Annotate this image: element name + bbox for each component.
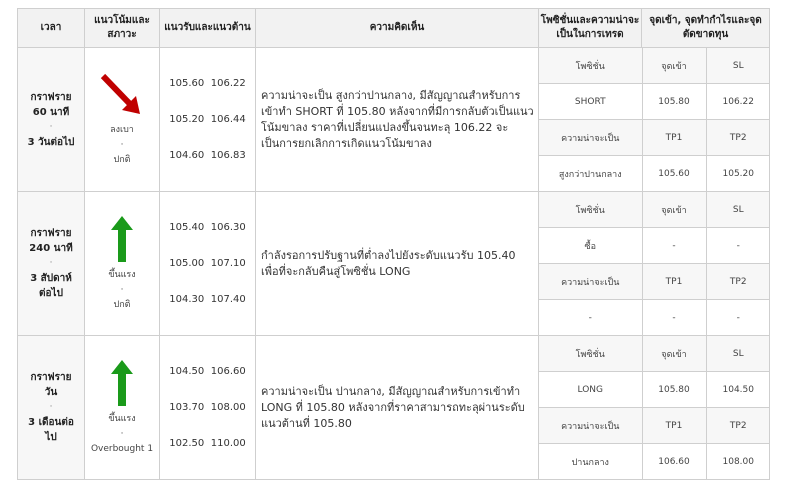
sr-level-row — [160, 77, 255, 91]
support-resistance-cell — [160, 336, 256, 480]
resistance-value: 106.22 — [210, 77, 246, 89]
signal-row — [18, 192, 770, 336]
tp1-label: TP1 — [642, 264, 706, 300]
support-resistance-cell — [160, 48, 256, 192]
header-position: โพซิชั่นและความน่าจะเป็นในการเทรด — [539, 9, 642, 48]
probability-label: ความน่าจะเป็น — [539, 408, 642, 444]
tp2-value: - — [706, 300, 770, 336]
header-entry: จุดเข้า, จุดทำกำไรและจุดตัดขาดทุน — [642, 9, 770, 48]
timeframe-cell: กราฟราย 60 นาที · 3 วันต่อไป — [18, 48, 85, 192]
signals-table — [17, 8, 770, 480]
resistance-value: 108.00 — [210, 401, 246, 413]
sr-level-row — [160, 401, 255, 415]
entry-value: 105.80 — [642, 372, 706, 408]
sr-level-row — [160, 149, 255, 163]
sr-level-row — [160, 257, 255, 271]
support-value: 104.50 — [169, 365, 205, 377]
timeframe-cell: กราฟราย 240 นาที · 3 สัปดาห์ ต่อไป — [18, 192, 85, 336]
tp2-label: TP2 — [706, 120, 770, 156]
support-value: 105.40 — [169, 221, 205, 233]
entry-label: จุดเข้า — [642, 192, 706, 228]
trend-state-label: ปกติ — [113, 155, 131, 165]
trend-cell: ขึ้นแรง · Overbought 1 — [85, 336, 160, 480]
trend-strength-label: ขึ้นแรง — [108, 270, 136, 280]
sr-level-row — [160, 365, 255, 379]
sl-value: - — [706, 228, 770, 264]
tp2-label: TP2 — [706, 408, 770, 444]
sl-label: SL — [706, 48, 770, 84]
resistance-value: 106.30 — [210, 221, 246, 233]
trade-details-cell — [539, 48, 770, 192]
trend-state-label: ปกติ — [113, 300, 131, 310]
signal-row — [18, 336, 770, 480]
sl-label: SL — [706, 336, 770, 372]
header-trend: แนวโน้มและสภาวะ — [85, 9, 160, 48]
position-label: โพซิชั่น — [539, 48, 642, 84]
comment-cell: ความน่าจะเป็น สูงกว่าปานกลาง, มีสัญญาณสำหรับการเข้าทำ SHORT ที่ 105.80 หลังจากที่มีการกลับตัวเป็นแนวโน้มขาลง ราคาที่เปลี่ยนแปลงขึ้นจนทะลุ 106.22 จะเป็นการยกเลิกการเกิดแนวโน้มขาลง — [256, 48, 539, 192]
support-value: 105.20 — [169, 113, 205, 125]
header-time: เวลา — [18, 9, 85, 48]
entry-label: จุดเข้า — [642, 336, 706, 372]
sr-level-row — [160, 293, 255, 307]
probability-value: - — [539, 300, 642, 336]
tp1-label: TP1 — [642, 120, 706, 156]
sr-level-row — [160, 113, 255, 127]
probability-value: ปานกลาง — [539, 444, 642, 480]
resistance-value: 106.60 — [210, 365, 246, 377]
resistance-value: 110.00 — [210, 437, 246, 449]
header-comment: ความคิดเห็น — [256, 9, 539, 48]
tp1-value: 105.60 — [642, 156, 706, 192]
tp1-value: 106.60 — [642, 444, 706, 480]
support-value: 103.70 — [169, 401, 205, 413]
trend-state-label: Overbought 1 — [90, 444, 154, 454]
entry-value: - — [642, 228, 706, 264]
sl-label: SL — [706, 192, 770, 228]
support-value: 104.60 — [169, 149, 205, 161]
sr-level-row — [160, 221, 255, 235]
sr-level-row — [160, 437, 255, 451]
trend-down-arrow-icon — [97, 71, 147, 119]
position-value: LONG — [539, 372, 642, 408]
resistance-value: 106.83 — [210, 149, 246, 161]
trend-cell: ลงเบา · ปกติ — [85, 48, 160, 192]
comment-cell: ความน่าจะเป็น ปานกลาง, มีสัญญาณสำหรับการเข้าทำ LONG ที่ 105.80 หลังจากที่ราคาสามารถทะลุผ่านระดับแนวต้านที่ 105.80 — [256, 336, 539, 480]
resistance-value: 107.40 — [210, 293, 246, 305]
trade-details-cell — [539, 336, 770, 480]
position-value: ซื้อ — [539, 228, 642, 264]
position-label: โพซิชั่น — [539, 192, 642, 228]
entry-value: 105.80 — [642, 84, 706, 120]
sl-value: 104.50 — [706, 372, 770, 408]
trade-details — [539, 192, 770, 335]
position-label: โพซิชั่น — [539, 336, 642, 372]
resistance-value: 107.10 — [210, 257, 246, 269]
comment-cell: กำลังรอการปรับฐานที่ต่ำลงไปยังระดับแนวรับ 105.40 เพื่อที่จะกลับคืนสู่โพซิชั่น LONG — [256, 192, 539, 336]
trend-cell: ขึ้นแรง · ปกติ — [85, 192, 160, 336]
probability-label: ความน่าจะเป็น — [539, 120, 642, 156]
support-resistance-cell — [160, 192, 256, 336]
timeframe-cell: กราฟราย วัน · 3 เดือนต่อ ไป — [18, 336, 85, 480]
probability-label: ความน่าจะเป็น — [539, 264, 642, 300]
trade-details — [539, 336, 770, 479]
trend-strength-label: ลงเบา — [110, 125, 134, 135]
tp2-value: 105.20 — [706, 156, 770, 192]
signal-row — [18, 48, 770, 192]
trade-details-cell — [539, 192, 770, 336]
support-value: 105.60 — [169, 77, 205, 89]
tp1-label: TP1 — [642, 408, 706, 444]
header-support-resistance: แนวรับและแนวต้าน — [160, 9, 256, 48]
support-value: 104.30 — [169, 293, 205, 305]
trend-up-arrow-icon — [107, 358, 137, 408]
trend-up-arrow-icon — [107, 214, 137, 264]
header-row — [18, 9, 770, 48]
tp1-value: - — [642, 300, 706, 336]
tp2-value: 108.00 — [706, 444, 770, 480]
support-value: 105.00 — [169, 257, 205, 269]
trade-details — [539, 48, 770, 191]
support-value: 102.50 — [169, 437, 205, 449]
tp2-label: TP2 — [706, 264, 770, 300]
position-value: SHORT — [539, 84, 642, 120]
resistance-value: 106.44 — [210, 113, 246, 125]
probability-value: สูงกว่าปานกลาง — [539, 156, 642, 192]
trend-strength-label: ขึ้นแรง — [108, 414, 136, 424]
sl-value: 106.22 — [706, 84, 770, 120]
entry-label: จุดเข้า — [642, 48, 706, 84]
